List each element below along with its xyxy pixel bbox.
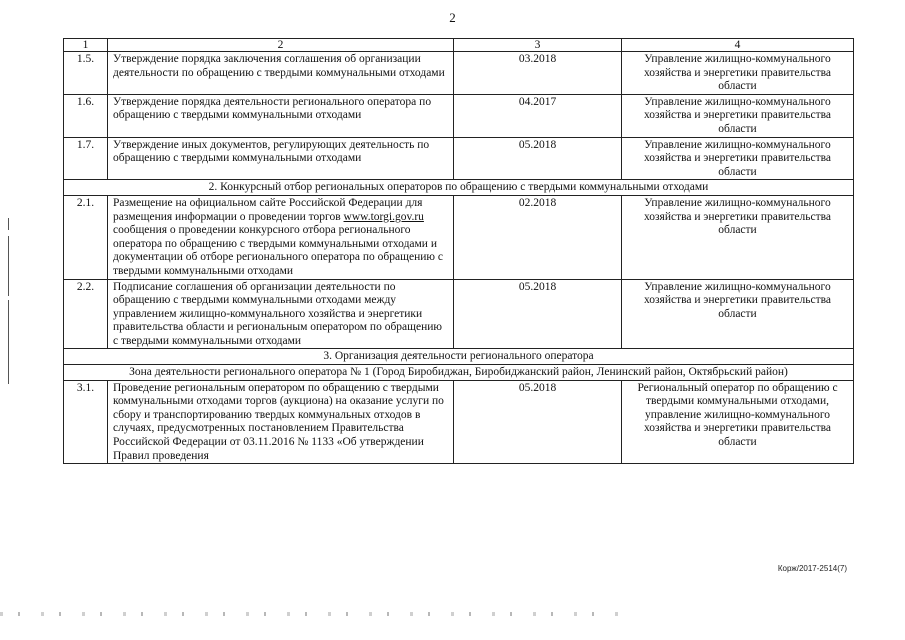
row-text: Утверждение иных документов, регулирующих деятельность по обращению с твердыми коммунальными отходами xyxy=(108,137,454,180)
row-number: 1.7. xyxy=(64,137,108,180)
scan-margin-mark xyxy=(8,236,9,296)
page-number: 2 xyxy=(449,10,456,25)
row-text: Проведение региональным оператором по обращению с твердыми коммунальными отходами торгов (аукциона) на оказание услуги по сбору и транспортированию твердых коммунальных отходов в случаях, предусмотренных постановлением Правительства Российской Федерации от 03.11.2016 № 1133 «Об утверждении Правил проведения xyxy=(108,380,454,464)
table-row xyxy=(64,380,854,464)
section-row xyxy=(64,180,854,196)
table-row xyxy=(64,94,854,137)
row-responsible: Управление жилищно-коммунального хозяйства и энергетики правительства области xyxy=(622,52,854,95)
table-row xyxy=(64,279,854,349)
section-heading: 3. Организация деятельности регионального оператора xyxy=(64,349,854,365)
row-date: 04.2017 xyxy=(454,94,622,137)
row-number: 1.5. xyxy=(64,52,108,95)
row-date: 05.2018 xyxy=(454,380,622,464)
row-text xyxy=(108,195,454,279)
scan-margin-mark xyxy=(8,218,9,230)
row-responsible: Управление жилищно-коммунального хозяйства и энергетики правительства области xyxy=(622,195,854,279)
scan-noise-line xyxy=(0,612,620,616)
header-col-4: 4 xyxy=(622,39,854,52)
row-responsible: Управление жилищно-коммунального хозяйства и энергетики правительства области xyxy=(622,279,854,349)
torgi-link[interactable]: www.torgi.gov.ru xyxy=(343,210,424,223)
row-number: 3.1. xyxy=(64,380,108,464)
row-text-part: Размещение на официальном сайте Российской Федерации для размещения информации о проведении торгов xyxy=(113,196,423,223)
row-date: 02.2018 xyxy=(454,195,622,279)
table-row xyxy=(64,195,854,279)
zone-heading: Зона деятельности регионального оператора № 1 (Город Биробиджан, Биробиджанский район, Ленинский район, Октябрьский район) xyxy=(64,365,854,381)
section-heading: 2. Конкурсный отбор региональных операторов по обращению с твердыми коммунальными отходами xyxy=(64,180,854,196)
row-date: 05.2018 xyxy=(454,137,622,180)
row-number: 2.2. xyxy=(64,279,108,349)
document-code: Корж/2017-2514(7) xyxy=(777,564,847,573)
row-text: Утверждение порядка деятельности регионального оператора по обращению с твердыми коммунальными отходами xyxy=(108,94,454,137)
zone-row xyxy=(64,365,854,381)
row-text: Подписание соглашения об организации деятельности по обращению с твердыми коммунальными отходами между управлением жилищно-коммунального хозяйства и энергетики правительства области и региональным оператором по обращению с твердыми коммунальными отходами xyxy=(108,279,454,349)
row-responsible: Управление жилищно-коммунального хозяйства и энергетики правительства области xyxy=(622,94,854,137)
plan-table xyxy=(63,38,854,464)
table-row xyxy=(64,52,854,95)
header-col-3: 3 xyxy=(454,39,622,52)
header-row xyxy=(64,39,854,52)
scan-margin-mark xyxy=(8,300,9,384)
section-row xyxy=(64,349,854,365)
row-number: 1.6. xyxy=(64,94,108,137)
header-col-1: 1 xyxy=(64,39,108,52)
row-date: 03.2018 xyxy=(454,52,622,95)
header-col-2: 2 xyxy=(108,39,454,52)
row-date: 05.2018 xyxy=(454,279,622,349)
row-text: Утверждение порядка заключения соглашения об организации деятельности по обращению с твердыми коммунальными отходами xyxy=(108,52,454,95)
row-text-part: сообщения о проведении конкурсного отбора регионального оператора по обращению с твердыми коммунальными отходами и документации об отборе регионального оператора по обращению с твердыми коммунальными отходами xyxy=(113,224,443,277)
row-responsible: Управление жилищно-коммунального хозяйства и энергетики правительства области xyxy=(622,137,854,180)
row-responsible: Региональный оператор по обращению с твердыми коммунальными отходами, управление жилищно-коммунального хозяйства и энергетики правительства области xyxy=(622,380,854,464)
table-row xyxy=(64,137,854,180)
row-number: 2.1. xyxy=(64,195,108,279)
